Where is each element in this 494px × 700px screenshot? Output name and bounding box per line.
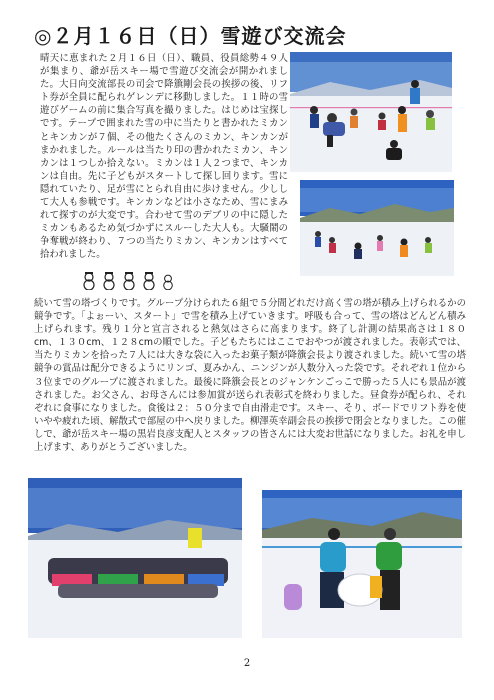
- snowman-icon: [82, 272, 96, 290]
- page-number: 2: [243, 658, 251, 669]
- snowman-icon: [102, 272, 116, 290]
- snowman-decoration: [82, 270, 202, 290]
- snowman-icon: [162, 274, 174, 290]
- photo-treasure-hunt: [290, 52, 452, 172]
- snowman-icon: [142, 272, 156, 290]
- snowman-icon: [122, 272, 136, 290]
- photo-snow-field: [300, 180, 454, 276]
- intro-paragraph: 晴天に恵まれた２月１６日（日）、職員、役員総勢４９人が集まり、爺が岳スキー場で雪遊び交流会が開かれました。大日向交流部長の司会で降籏剛会長の挨拶の後、リフト券が全員に配られゲレンデに移動しました。１１時の雪遊びゲームの前に集合写真を撮りました。はじめは宝探しです。テープで囲まれた雪の中に当たりと書かれたミカンとキンカンが７個、その他たくさんのミカン、キンカンがまかれました。ルールは当たり印の書かれたミカン、キンカンは１つしか拾えない。ミカンは１人２つまで、キンカンは自由。先に子どもがスタートして探し回ります。雪に隠れていたり、足が雪にとられ自由に歩けません。少しして大人も参戦です。キンカンなどは小さなため、雪にまみれて探すのが大変です。合わせて雪のデブリの中に隠したミカンもあるため気づかずにスルーした大人も。大騒鬧の争奪戦が終わり、７つの当たりミカン、キンカンはすべて拾われました。: [40, 53, 288, 261]
- page-title: ◎２月１６日（日）雪遊び交流会: [34, 24, 347, 48]
- photo-snow-tower: [262, 490, 462, 638]
- photo-group: [28, 478, 242, 638]
- main-paragraph: 続いて雪の塔づくりです。グループ分けられた６組で５分間どれだけ高く雪の塔が積み上げられるかの競争です。「よぉーい、スタート」で雪を積み上げていきます。呼吸も合って、雪の塔はどんどん積み上げられます。残り１分と宣言されると熱気はさらに高まります。終了し計測の結果高さは１８０cm、１３０cm、１２８cmの順でした。子どもたちにはここでおやつが渡されました。表彰式では、当たりミカンを拾った７人には大きな袋に入ったお菓子類が降籏会長より渡されました。続いて雪の塔競争の賞品は配分できるようにリンゴ、夏みかん、ニンジンが人数分入った袋です。それぞれ１位から３位までのグループに渡されました。最後に降籏会長とのジャンケンごっこで勝った５人にも景品が渡されました。お父さん、お母さんには参加賞が送られ表彰式を終わりました。昼食券が配られ、それぞれに食事になりました。食後は２：５０分まで自由滑走です。スキー、そり、ボードでリフト券を使いやや疲れた頃、解散式で部屋の中へ戻りました。柳澤英幸副会長の挨拶で閉会となりました。この催しで、爺が岳スキー場の黒岩良彦支配人とスタッフの皆さんには大変お世話になりました。お礼を申し上げます、ありがとうございました。: [34, 298, 466, 454]
